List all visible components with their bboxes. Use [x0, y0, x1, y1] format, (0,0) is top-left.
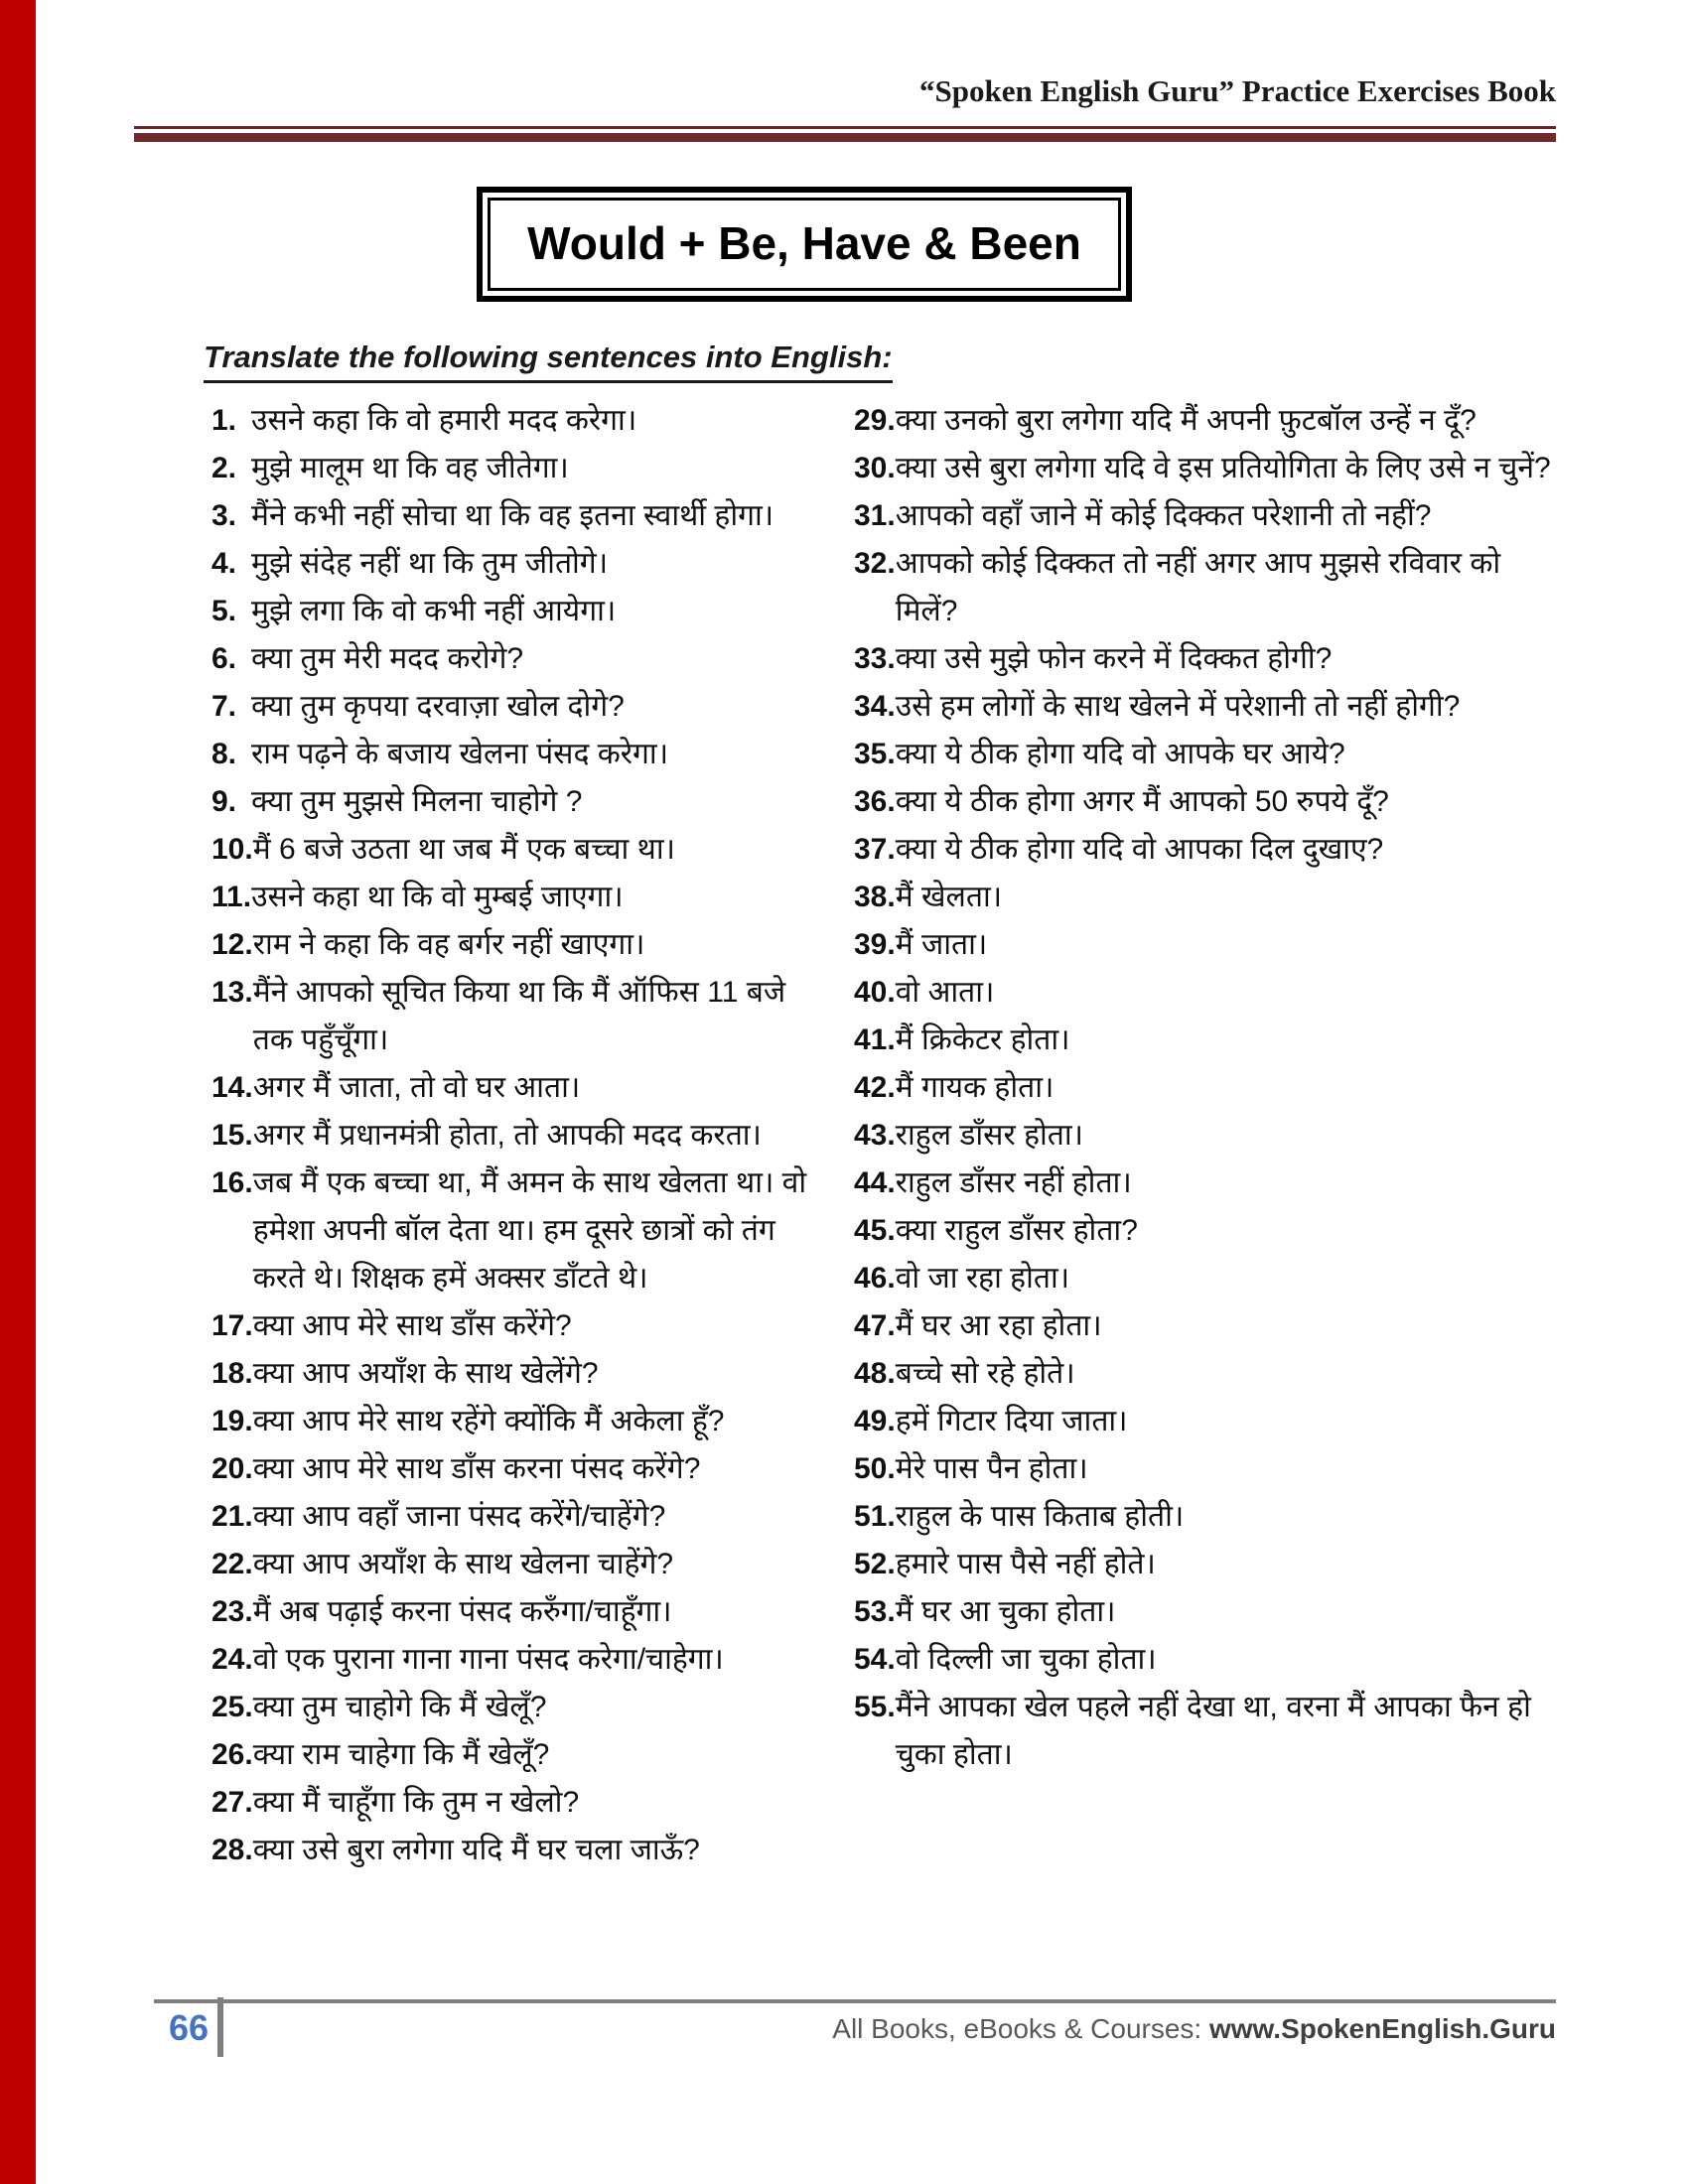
- exercise-instruction: Translate the following sentences into English:: [204, 340, 893, 383]
- item-text: अगर मैं जाता, तो वो घर आता।: [252, 1071, 581, 1104]
- list-item: [211, 1636, 813, 1684]
- item-number: 37.: [854, 833, 896, 866]
- chapter-title-box-inner: [488, 198, 1121, 291]
- item-text: क्या उसे मुझे फोन करने में दिक्कत होगी?: [895, 642, 1333, 675]
- item-text: हमारे पास पैसे नहीं होते।: [895, 1548, 1156, 1580]
- item-text: क्या उनको बुरा लगेगा यदि मैं अपनी फ़ुटबॉल उन्हें न दूँ?: [895, 404, 1477, 437]
- item-number: 2.: [211, 452, 237, 484]
- item-number: 11.: [211, 881, 252, 913]
- list-item: [211, 1588, 813, 1636]
- item-number: 46.: [854, 1262, 896, 1295]
- item-text: राम ने कहा कि वह बर्गर नहीं खाएगा।: [252, 928, 645, 961]
- item-number: 51.: [854, 1500, 896, 1533]
- item-text: वो दिल्ली जा चुका होता।: [895, 1643, 1157, 1676]
- item-number: 9.: [211, 785, 237, 818]
- item-number: 17.: [211, 1309, 253, 1342]
- item-number: 27.: [211, 1786, 253, 1819]
- list-item: [854, 778, 1563, 826]
- list-item: [854, 874, 1563, 921]
- list-item: [211, 1827, 813, 1874]
- item-number: 5.: [211, 595, 237, 627]
- item-number: 16.: [211, 1166, 253, 1199]
- list-item: [854, 1350, 1563, 1398]
- item-number: 25.: [211, 1691, 253, 1723]
- item-number: 36.: [854, 785, 896, 818]
- item-number: 50.: [854, 1452, 896, 1485]
- chapter-title: Would + Be, Have & Been: [527, 217, 1081, 269]
- item-number: 18.: [211, 1357, 253, 1390]
- item-text: क्या आप मेरे साथ डाँस करना पंसद करेंगे?: [252, 1452, 701, 1485]
- page-edge-stripe: [0, 0, 36, 2184]
- list-item: [854, 731, 1563, 778]
- item-number: 21.: [211, 1500, 253, 1533]
- item-text: मैं अब पढ़ाई करना पंसद करुँगा/चाहूँगा।: [252, 1595, 672, 1628]
- item-text: क्या आप अयाँश के साथ खेलना चाहेंगे?: [252, 1548, 674, 1580]
- list-item: [211, 397, 813, 445]
- list-item: [211, 1684, 813, 1731]
- item-number: 48.: [854, 1357, 896, 1390]
- item-text: मैं गायक होता।: [895, 1071, 1055, 1104]
- list-item: [854, 1017, 1563, 1064]
- item-number: 54.: [854, 1643, 896, 1676]
- item-number: 15.: [211, 1119, 253, 1152]
- item-number: 35.: [854, 738, 896, 770]
- item-number: 29.: [854, 404, 896, 437]
- item-text: क्या तुम चाहोगे कि मैं खेलूँ?: [252, 1691, 547, 1723]
- item-text: जब मैं एक बच्चा था, मैं अमन के साथ खेलता था। वो हमेशा अपनी बॉल देता था। हम दूसरे छात्रों को तंग करते थे। शिक्षक हमें अक्सर डाँटते थे।: [252, 1166, 807, 1295]
- item-text: बच्चे सो रहे होते।: [895, 1357, 1075, 1390]
- list-item: [854, 1588, 1563, 1636]
- chapter-title-box: [477, 187, 1132, 302]
- item-number: 45.: [854, 1214, 896, 1247]
- list-item: [854, 1112, 1563, 1160]
- list-item: [211, 635, 813, 683]
- list-item: [211, 969, 813, 1064]
- item-text: मैंने आपको सूचित किया था कि मैं ऑफिस 11 बजे तक पहुँचूँगा।: [252, 976, 786, 1056]
- list-item: [211, 826, 813, 874]
- list-item: [211, 1160, 813, 1302]
- list-item: [211, 921, 813, 969]
- header-rule-thick: [134, 133, 1556, 142]
- item-text: क्या आप मेरे साथ डाँस करेंगे?: [252, 1309, 572, 1342]
- item-text: आपको वहाँ जाने में कोई दिक्कत परेशानी तो नहीं?: [895, 499, 1432, 532]
- item-text: क्या राहुल डाँसर होता?: [895, 1214, 1138, 1247]
- list-item: [211, 540, 813, 588]
- item-text: मेरे पास पैन होता।: [895, 1452, 1088, 1485]
- footer-label: All Books, eBooks & Courses:: [832, 2013, 1209, 2044]
- header-book-title: “Spoken English Guru” Practice Exercises Book: [919, 73, 1556, 108]
- list-item: [854, 635, 1563, 683]
- item-text: क्या आप मेरे साथ रहेंगे क्योंकि मैं अकेला हूँ?: [252, 1405, 725, 1437]
- item-text: राम पढ़ने के बजाय खेलना पंसद करेगा।: [251, 738, 669, 770]
- item-text: हमें गिटार दिया जाता।: [895, 1405, 1128, 1437]
- list-item: [854, 1445, 1563, 1493]
- item-text: मैं घर आ रहा होता।: [895, 1309, 1102, 1342]
- item-number: 53.: [854, 1595, 896, 1628]
- list-item: [211, 1302, 813, 1350]
- item-number: 3.: [211, 499, 237, 532]
- list-item: [211, 588, 813, 635]
- item-number: 23.: [211, 1595, 253, 1628]
- list-item: [854, 540, 1563, 635]
- list-item: [211, 683, 813, 731]
- item-number: 47.: [854, 1309, 896, 1342]
- item-number: 12.: [211, 928, 253, 961]
- list-item: [854, 1636, 1563, 1684]
- list-item: [854, 1207, 1563, 1255]
- item-text: वो एक पुराना गाना गाना पंसद करेगा/चाहेगा।: [252, 1643, 724, 1676]
- list-item: [211, 874, 813, 921]
- item-number: 8.: [211, 738, 237, 770]
- item-number: 38.: [854, 881, 896, 913]
- list-item: [211, 778, 813, 826]
- item-text: राहुल के पास किताब होती।: [895, 1500, 1185, 1533]
- item-number: 13.: [211, 976, 253, 1009]
- item-text: क्या उसे बुरा लगेगा यदि वे इस प्रतियोगिता के लिए उसे न चुनें?: [895, 452, 1551, 484]
- item-text: क्या आप वहाँ जाना पंसद करेंगे/चाहेंगे?: [252, 1500, 666, 1533]
- item-text: मैं क्रिकेटर होता।: [895, 1024, 1070, 1056]
- item-text: क्या तुम मेरी मदद करोगे?: [251, 642, 524, 675]
- item-text: वो जा रहा होता।: [895, 1262, 1070, 1295]
- item-number: 28.: [211, 1834, 253, 1866]
- item-text: क्या ये ठीक होगा अगर मैं आपको 50 रुपये दूँ?: [895, 785, 1389, 818]
- item-number: 22.: [211, 1548, 253, 1580]
- item-number: 19.: [211, 1405, 253, 1437]
- item-number: 43.: [854, 1119, 896, 1152]
- item-number: 7.: [211, 690, 237, 723]
- footer-site-link[interactable]: www.SpokenEnglish.Guru: [1209, 2013, 1556, 2044]
- list-item: [211, 445, 813, 492]
- list-item: [211, 731, 813, 778]
- list-item: [854, 1541, 1563, 1588]
- list-item: [854, 1255, 1563, 1302]
- item-number: 24.: [211, 1643, 253, 1676]
- footer-text: [596, 2013, 1556, 2045]
- item-text: वो आता।: [895, 976, 995, 1009]
- footer-divider-bar: [217, 1997, 223, 2057]
- item-text: मुझे संदेह नहीं था कि तुम जीतोगे।: [251, 547, 609, 580]
- item-number: 31.: [854, 499, 896, 532]
- item-number: 42.: [854, 1071, 896, 1104]
- item-number: 40.: [854, 976, 896, 1009]
- list-item: [854, 492, 1563, 540]
- item-text: क्या उसे बुरा लगेगा यदि मैं घर चला जाऊँ?: [252, 1834, 700, 1866]
- list-item: [211, 1779, 813, 1827]
- item-text: मैंने कभी नहीं सोचा था कि वह इतना स्वार्थी होगा।: [251, 499, 774, 532]
- list-item: [854, 826, 1563, 874]
- list-item: [211, 1350, 813, 1398]
- item-number: 55.: [854, 1691, 896, 1723]
- item-text: क्या तुम मुझसे मिलना चाहोगे ?: [251, 785, 583, 818]
- list-item: [854, 1160, 1563, 1207]
- item-number: 33.: [854, 642, 896, 675]
- item-text: मैं 6 बजे उठता था जब मैं एक बच्चा था।: [252, 833, 675, 866]
- item-text: मैं जाता।: [895, 928, 988, 961]
- item-number: 41.: [854, 1024, 896, 1056]
- list-item: [854, 1302, 1563, 1350]
- item-text: मुझे मालूम था कि वह जीतेगा।: [251, 452, 569, 484]
- list-item: [854, 683, 1563, 731]
- item-text: उसने कहा कि वो हमारी मदद करेगा।: [251, 404, 637, 437]
- item-text: मैंने आपका खेल पहले नहीं देखा था, वरना मैं आपका फैन हो चुका होता।: [895, 1691, 1531, 1771]
- item-text: मैं घर आ चुका होता।: [895, 1595, 1116, 1628]
- list-item: [854, 921, 1563, 969]
- list-item: [211, 1493, 813, 1541]
- item-number: 14.: [211, 1071, 253, 1104]
- item-text: क्या मैं चाहूँगा कि तुम न खेलो?: [252, 1786, 580, 1819]
- header-rule-thin: [134, 126, 1556, 129]
- item-number: 1.: [211, 404, 237, 437]
- item-number: 4.: [211, 547, 237, 580]
- list-item: [854, 1493, 1563, 1541]
- list-item: [854, 1398, 1563, 1445]
- list-item: [211, 492, 813, 540]
- item-number: 6.: [211, 642, 237, 675]
- item-text: उसे हम लोगों के साथ खेलने में परेशानी तो नहीं होगी?: [895, 690, 1461, 723]
- item-number: 10.: [211, 833, 253, 866]
- item-number: 39.: [854, 928, 896, 961]
- item-text: क्या ये ठीक होगा यदि वो आपके घर आये?: [895, 738, 1345, 770]
- sentence-column-right: [854, 397, 1563, 1779]
- list-item: [854, 397, 1563, 445]
- list-item: [211, 1445, 813, 1493]
- item-number: 26.: [211, 1738, 253, 1771]
- item-number: 30.: [854, 452, 896, 484]
- item-text: राहुल डाँसर नहीं होता।: [895, 1166, 1132, 1199]
- list-item: [211, 1112, 813, 1160]
- item-text: क्या तुम कृपया दरवाज़ा खोल दोगे?: [251, 690, 625, 723]
- list-item: [854, 1064, 1563, 1112]
- sentence-column-left: [211, 397, 813, 1874]
- list-item: [854, 445, 1563, 492]
- item-number: 49.: [854, 1405, 896, 1437]
- item-text: मुझे लगा कि वो कभी नहीं आयेगा।: [251, 595, 617, 627]
- item-text: क्या राम चाहेगा कि मैं खेलूँ?: [252, 1738, 550, 1771]
- list-item: [854, 1684, 1563, 1779]
- page-number: 66: [168, 2007, 209, 2048]
- list-item: [211, 1064, 813, 1112]
- item-number: 52.: [854, 1548, 896, 1580]
- list-item: [211, 1541, 813, 1588]
- item-text: आपको कोई दिक्कत तो नहीं अगर आप मुझसे रविवार को मिलें?: [895, 547, 1501, 627]
- footer-rule: [154, 1999, 1556, 2003]
- item-number: 44.: [854, 1166, 896, 1199]
- item-text: मैं खेलता।: [895, 881, 1003, 913]
- item-text: उसने कहा था कि वो मुम्बई जाएगा।: [251, 881, 624, 913]
- list-item: [211, 1731, 813, 1779]
- item-text: राहुल डाँसर होता।: [895, 1119, 1084, 1152]
- item-text: क्या आप अयाँश के साथ खेलेंगे?: [252, 1357, 599, 1390]
- item-text: क्या ये ठीक होगा यदि वो आपका दिल दुखाए?: [895, 833, 1384, 866]
- item-number: 32.: [854, 547, 896, 580]
- item-text: अगर मैं प्रधानमंत्री होता, तो आपकी मदद करता।: [252, 1119, 762, 1152]
- list-item: [211, 1398, 813, 1445]
- item-number: 34.: [854, 690, 896, 723]
- list-item: [854, 969, 1563, 1017]
- item-number: 20.: [211, 1452, 253, 1485]
